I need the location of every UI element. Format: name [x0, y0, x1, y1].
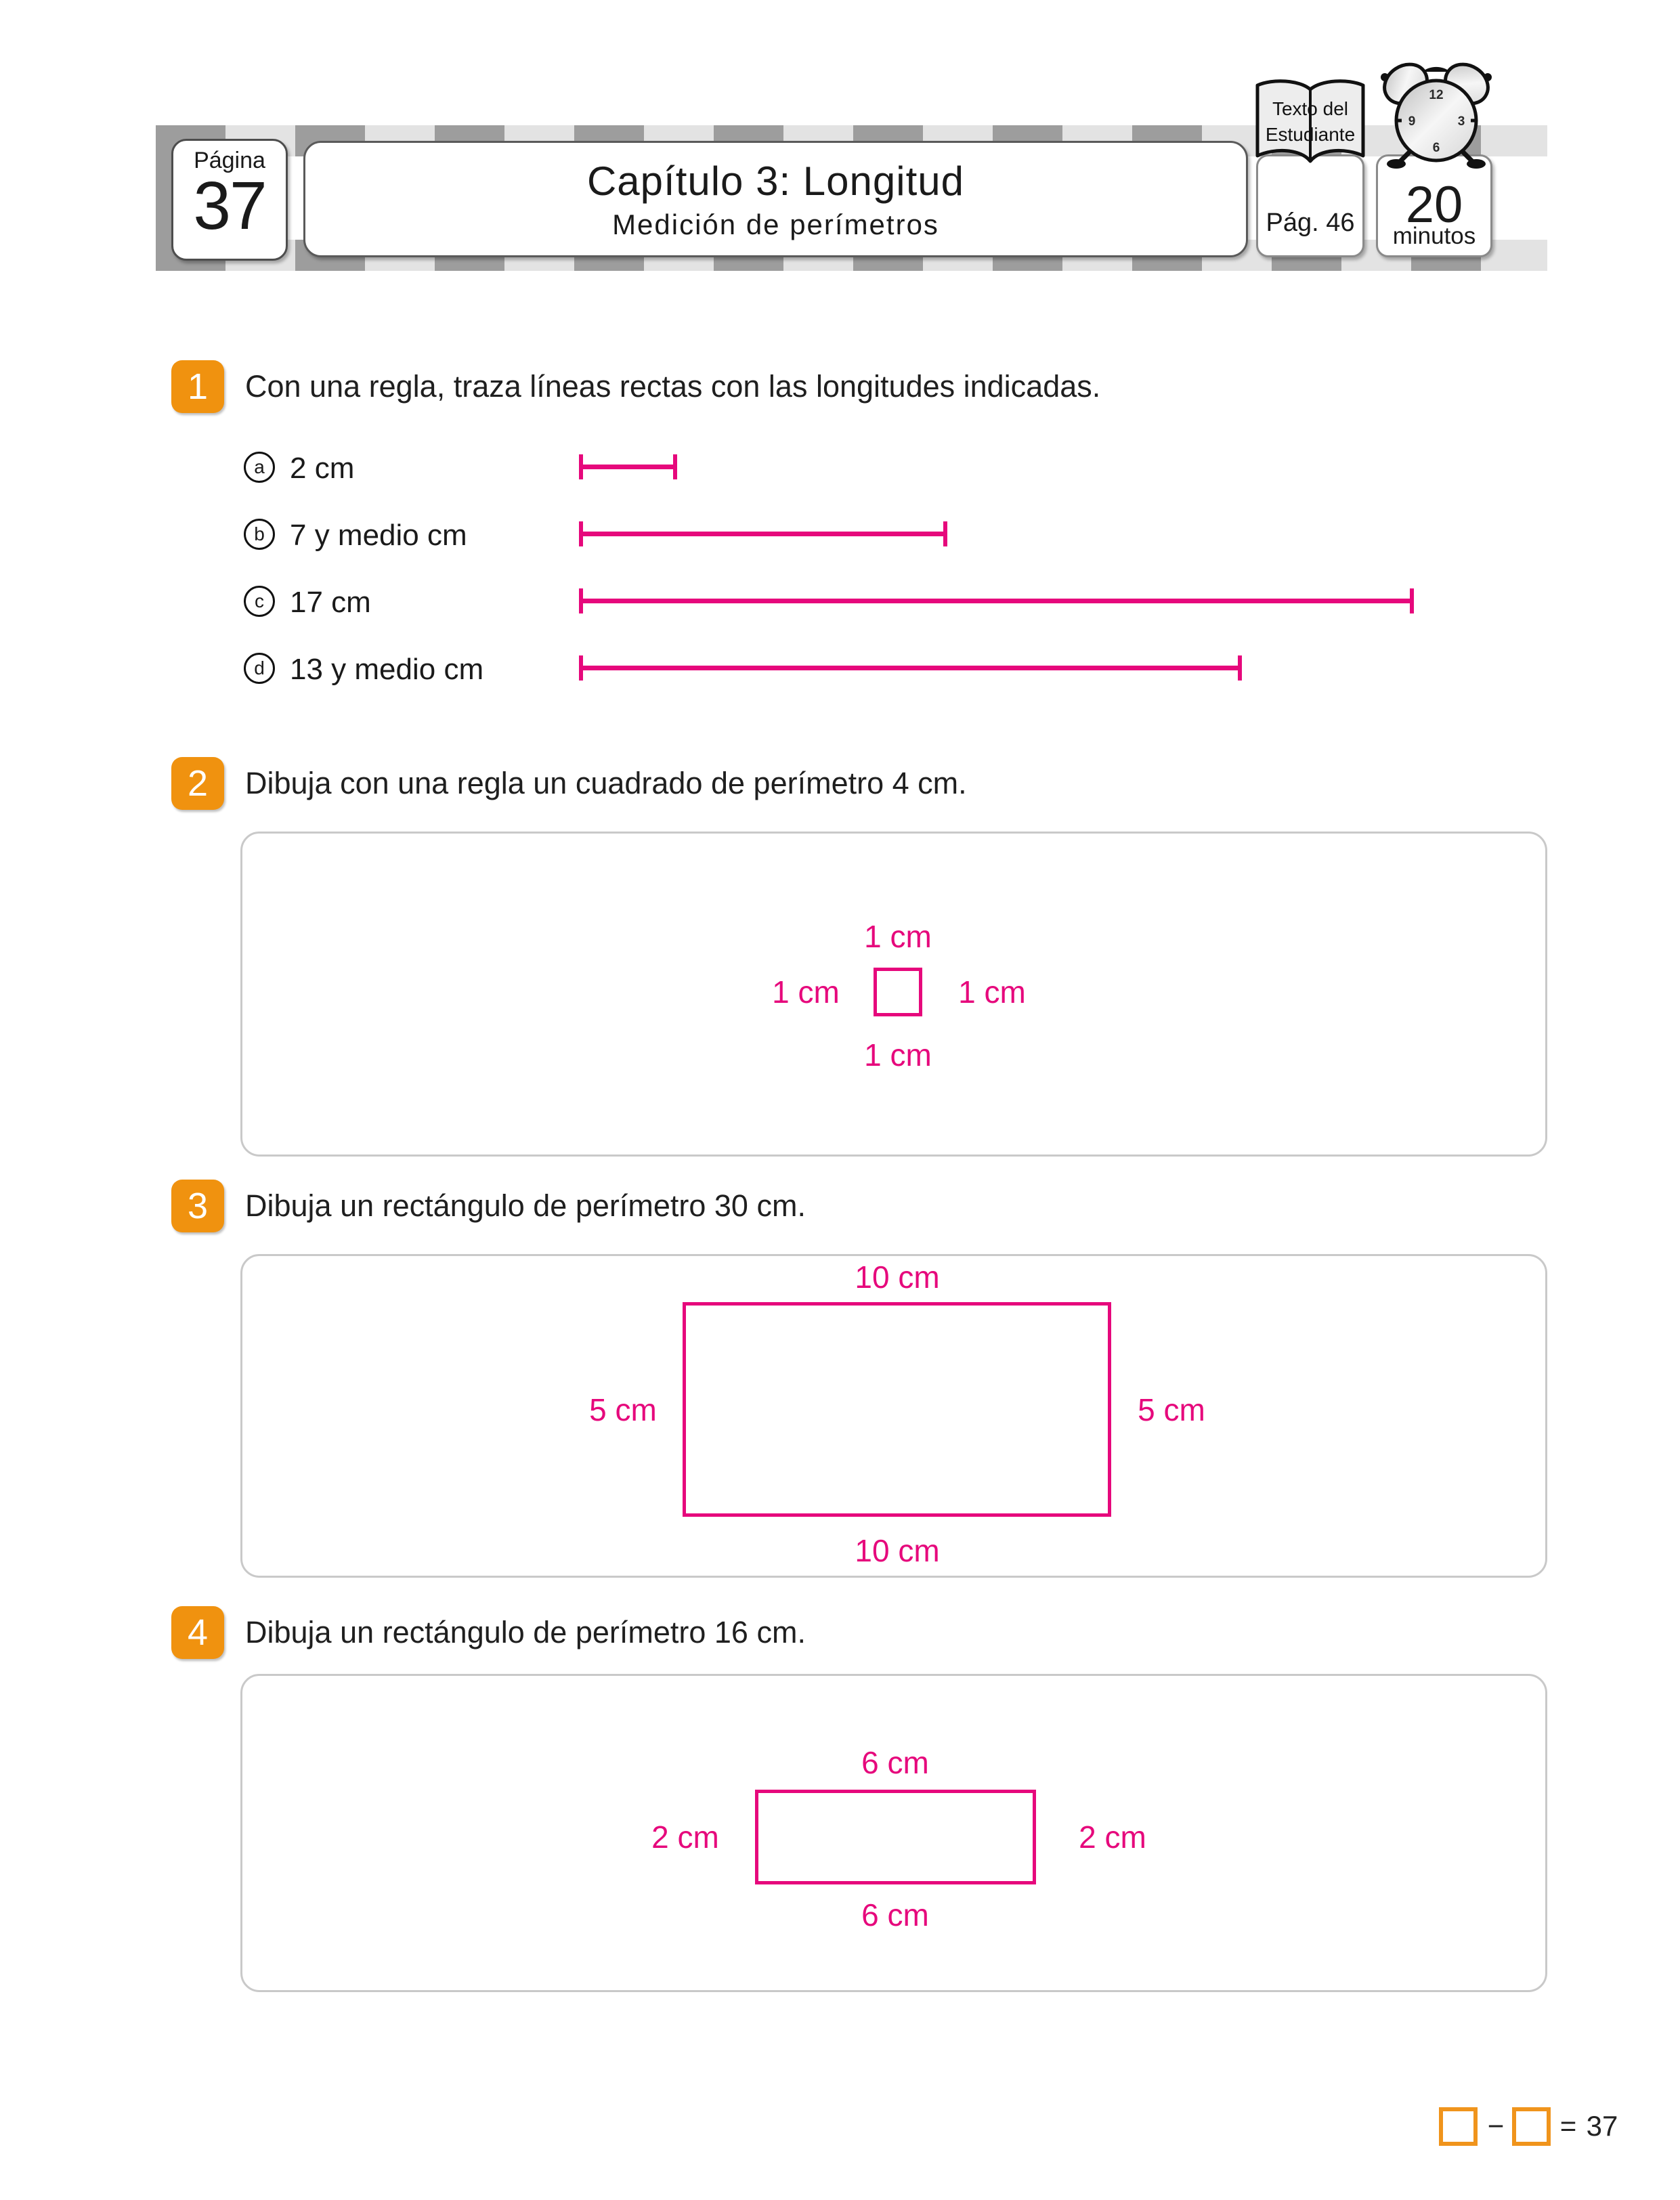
timer-minutes-value: 20	[1405, 176, 1463, 234]
exercise-3-number-badge: 3	[171, 1180, 224, 1232]
rect16-side-label-right: 2 cm	[1079, 1819, 1146, 1855]
item-b-label: 7 y medio cm	[290, 519, 467, 552]
item-a-label: 2 cm	[290, 452, 355, 485]
exercise-2-prompt: Dibuja con una regla un cuadrado de perímetro 4 cm.	[245, 766, 967, 800]
clock-number-3: 3	[1457, 114, 1465, 129]
clock-number-12: 12	[1429, 88, 1444, 102]
measurement-line-c	[579, 599, 1414, 603]
rect16-side-label-left: 2 cm	[651, 1819, 719, 1855]
footer-square-1	[1439, 2107, 1478, 2146]
exercise-2-number-badge: 2	[171, 757, 224, 810]
exercise-4-number-badge: 4	[171, 1606, 224, 1659]
chapter-subtitle: Medición de perímetros	[612, 208, 939, 240]
rect16-side-label-bottom: 6 cm	[861, 1897, 929, 1933]
book-icon-line1: Texto del	[1272, 98, 1349, 119]
measurement-line-b	[579, 532, 947, 536]
item-d-letter: d	[244, 653, 275, 684]
clock-number-6: 6	[1432, 141, 1440, 155]
timer-minutes-unit: minutos	[1392, 223, 1476, 249]
item-d-label: 13 y medio cm	[290, 653, 484, 686]
alarm-clock-icon	[1379, 57, 1494, 171]
exercise-3-prompt: Dibuja un rectángulo de perímetro 30 cm.	[245, 1188, 806, 1223]
square-shape	[874, 968, 922, 1016]
open-book-icon	[1248, 73, 1373, 176]
item-a-letter: a	[244, 452, 275, 483]
footer-minus-sign: −	[1487, 2110, 1505, 2142]
rect16-side-label-top: 6 cm	[861, 1745, 929, 1780]
rect30-side-label-right: 5 cm	[1138, 1392, 1205, 1427]
rect30-side-label-bottom: 10 cm	[855, 1533, 940, 1568]
square-side-label-top: 1 cm	[864, 919, 932, 954]
student-book-page-ref: Pág. 46	[1266, 209, 1355, 237]
square-side-label-right: 1 cm	[958, 974, 1026, 1010]
measurement-line-a	[579, 465, 677, 469]
item-b-letter: b	[244, 519, 275, 550]
exercise-4-prompt: Dibuja un rectángulo de perímetro 16 cm.	[245, 1615, 806, 1649]
footer-square-2	[1512, 2107, 1551, 2146]
exercise-1-number-badge: 1	[171, 360, 224, 413]
item-c-letter: c	[244, 586, 275, 617]
rect30-side-label-left: 5 cm	[589, 1392, 657, 1427]
rectangle-16cm-shape	[755, 1790, 1036, 1884]
page-number-box	[171, 139, 288, 261]
rectangle-30cm-shape	[683, 1302, 1111, 1517]
footer-page-result: 37	[1586, 2110, 1618, 2142]
chapter-title: Capítulo 3: Longitud	[586, 158, 965, 204]
chapter-title-box	[303, 141, 1248, 257]
measurement-line-d	[579, 666, 1242, 670]
book-icon-line2: Estudiante	[1265, 124, 1356, 145]
footer-equals-sign: =	[1559, 2110, 1577, 2142]
rect30-side-label-top: 10 cm	[855, 1259, 940, 1295]
clock-number-9: 9	[1408, 114, 1416, 129]
page-number-label: Página	[194, 148, 265, 173]
square-side-label-left: 1 cm	[772, 974, 840, 1010]
square-side-label-bottom: 1 cm	[864, 1037, 932, 1073]
page-number-value: 37	[193, 168, 266, 244]
exercise-1-prompt: Con una regla, traza líneas rectas con las longitudes indicadas.	[245, 369, 1101, 404]
item-c-label: 17 cm	[290, 586, 371, 619]
